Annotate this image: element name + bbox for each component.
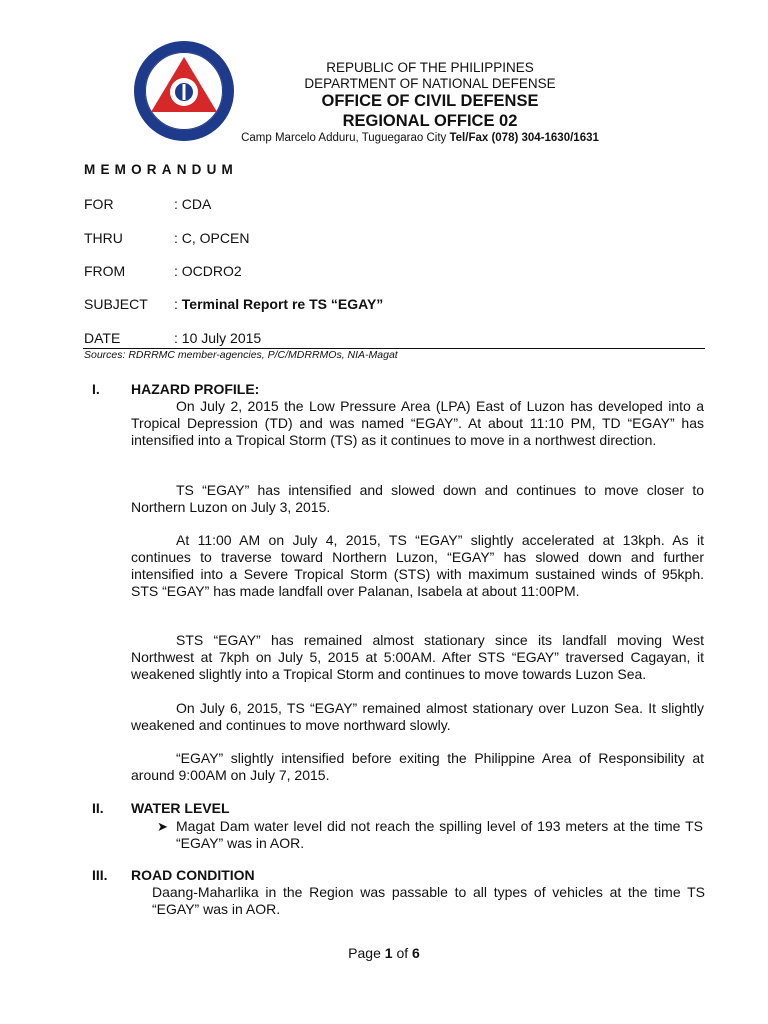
hazard-paragraph-4: STS “EGAY” has remained almost stationary since its landfall moving West Northwest at 7kph on July 5, 2015 at 5:00AM. After STS “EGAY” traversed Cagayan, it weakened slightly into a Tropical Storm and continues to move towards Luzon Sea. (131, 632, 704, 682)
section-2-title: WATER LEVEL (131, 800, 230, 816)
header-office: OFFICE OF CIVIL DEFENSE (321, 92, 539, 110)
memo-value-thru: : C, OPCEN (174, 230, 250, 246)
section-2-number: II. (92, 800, 104, 816)
memo-value-from: : OCDRO2 (174, 263, 242, 279)
memo-label-date: DATE (84, 330, 121, 346)
page-footer (0, 945, 768, 961)
footer-total-pages: 6 (412, 945, 420, 961)
memo-label-for: FOR (84, 196, 114, 212)
memo-title: MEMORANDUM (84, 162, 238, 177)
header-department: DEPARTMENT OF NATIONAL DEFENSE (304, 76, 556, 91)
memo-value-date: : 10 July 2015 (174, 330, 262, 346)
hazard-paragraph-2: TS “EGAY” has intensified and slowed down and continues to move closer to Northern Luzon on July 3, 2015. (131, 482, 704, 515)
memo-subject-prefix: : (174, 296, 182, 312)
memo-label-from: FROM (84, 263, 126, 279)
hazard-paragraph-3: At 11:00 AM on July 4, 2015, TS “EGAY” slightly accelerated at 13kph. As it continues to traverse toward Northern Luzon, “EGAY” has slowed down and further intensified into a Severe Tropical Storm (STS) with maximum sustained winds of 95kph. STS “EGAY” has made landfall over Palanan, Isabela at about 11:00PM. (131, 532, 704, 599)
water-level-text: Magat Dam water level did not reach the spilling level of 193 meters at the time TS “EGAY” was in AOR. (176, 818, 703, 851)
footer-page-word: Page (348, 945, 385, 961)
hazard-paragraph-1: On July 2, 2015 the Low Pressure Area (LPA) East of Luzon has developed into a Tropical Depression (TD) and was named “EGAY”. At about 11:10 PM, TD “EGAY” has intensified into a Tropical Storm (TS) as it continues to move in a northwest direction. (131, 398, 704, 448)
footer-of-word: of (392, 945, 413, 961)
header-republic: REPUBLIC OF THE PHILIPPINES (326, 60, 534, 75)
section-1-title: HAZARD PROFILE: (131, 381, 260, 397)
memo-sources: Sources: RDRRMC member-agencies, P/C/MDRRMOs, NIA-Magat (84, 349, 398, 361)
header-telfax-label: Tel/Fax (449, 132, 489, 144)
memo-label-subject: SUBJECT (84, 296, 148, 312)
memo-value-for: : CDA (174, 196, 212, 212)
memo-value-subject-row (174, 296, 383, 313)
section-1-number: I. (92, 381, 100, 397)
footer-current-page: 1 (384, 945, 393, 961)
header-telfax-value: (078) 304-1630/1631 (488, 132, 599, 144)
section-3-title: ROAD CONDITION (131, 867, 255, 883)
memo-label-thru: THRU (84, 230, 123, 246)
header-address: Camp Marcelo Adduru, Tuguegarao City (241, 132, 450, 144)
hazard-paragraph-5: On July 6, 2015, TS “EGAY” remained almost stationary over Luzon Sea. It slightly weakened and continues to move northward slowly. (131, 700, 704, 733)
road-condition-text: Daang-Maharlika in the Region was passable to all types of vehicles at the time TS “EGAY” was in AOR. (152, 884, 705, 917)
header-address-line (190, 131, 650, 145)
memo-value-subject: Terminal Report re TS “EGAY” (181, 296, 384, 312)
header-region: REGIONAL OFFICE 02 (342, 112, 518, 130)
section-3-number: III. (92, 867, 108, 883)
hazard-paragraph-6: “EGAY” slightly intensified before exiting the Philippine Area of Responsibility at around 9:00AM on July 7, 2015. (131, 750, 704, 783)
arrow-bullet-icon: ➤ (157, 819, 168, 834)
